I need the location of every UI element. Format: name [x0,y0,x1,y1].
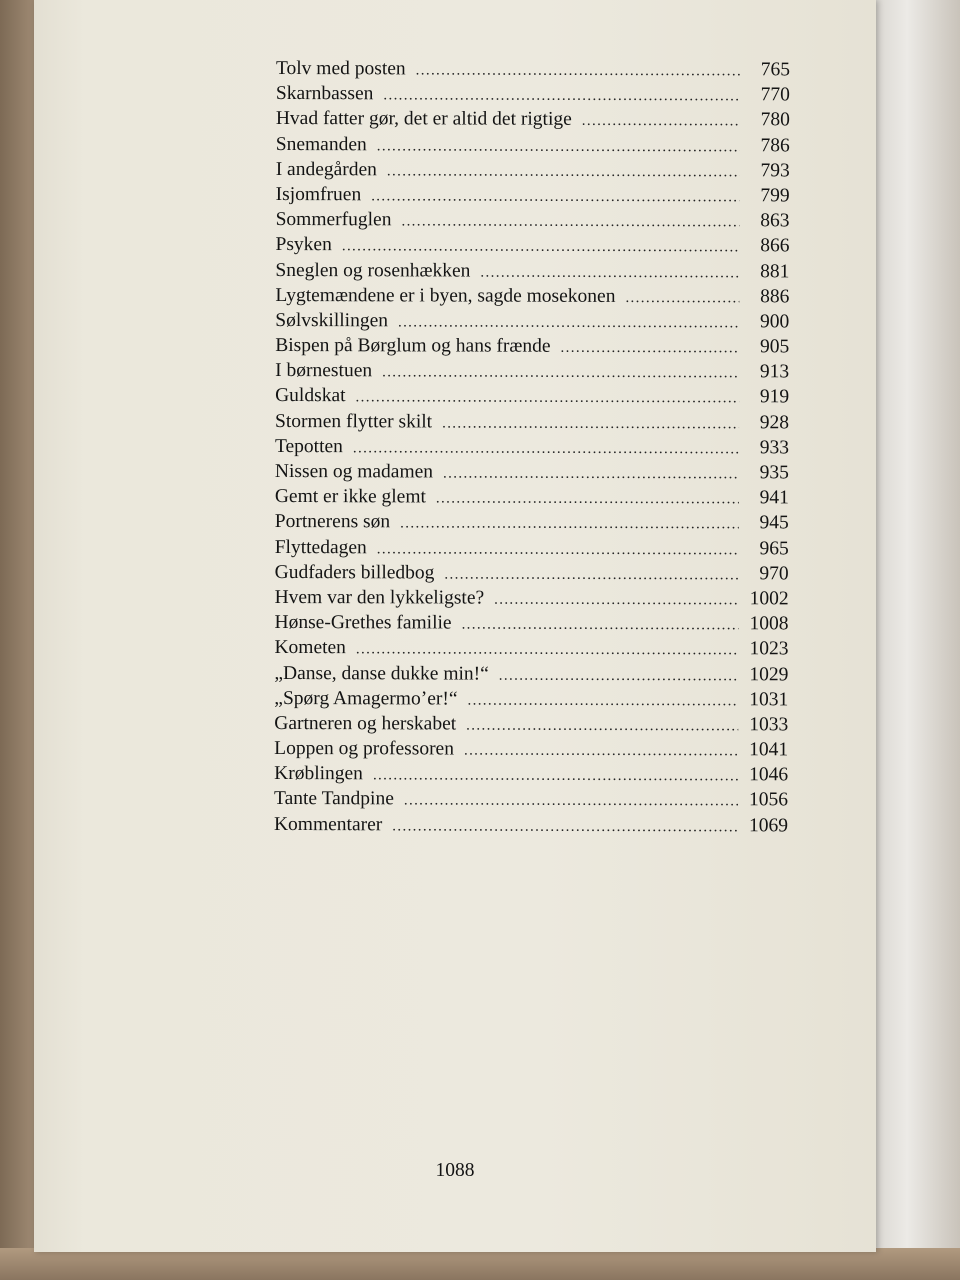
toc-entry-page: 886 [760,285,790,308]
toc-entry-title: Sneglen og rosenhækken [275,259,471,282]
toc-entry-title: Sølvskillingen [275,309,389,332]
toc-entry-title: Stormen flytter skilt [275,410,433,433]
toc-entry-title: Nissen og madamen [274,460,434,483]
toc-entry [275,310,789,337]
toc-entry [275,537,789,564]
toc-entry-title: Krøblingen [274,763,363,785]
toc-entry [275,234,789,261]
toc-entry [275,335,789,362]
dot-leader [561,340,740,357]
toc-entry [275,285,789,312]
book-page [34,0,876,1252]
toc-entry-title: I andegården [275,158,377,181]
toc-entry-title: Kometen [274,637,346,659]
toc-entry-page: 970 [759,563,789,585]
toc-entry-title: „Danse, danse dukke min!“ [274,662,489,685]
dot-leader [499,667,739,685]
toc-entry [275,411,789,438]
dot-leader [382,365,739,383]
toc-entry-title: Bispen på Børglum og hans frænde [275,335,551,357]
dot-leader [436,491,739,509]
toc-entry [275,360,789,387]
toc-entry-page: 765 [760,59,790,81]
toc-entry-title: Tante Tandpine [274,788,394,810]
toc-entry [274,637,788,664]
toc-entry-page: 1046 [749,764,789,786]
toc-entry-page: 1056 [749,789,789,811]
page-number: 1088 [435,1160,475,1181]
toc-entry-title: Isjomfruen [275,183,362,206]
table-of-contents [274,58,790,840]
toc-entry-page: 1033 [749,714,789,736]
dot-leader [442,415,739,433]
toc-entry-page: 780 [760,109,790,131]
dot-leader [462,617,739,635]
toc-entry [274,688,788,715]
toc-entry-page: 799 [760,185,790,207]
toc-entry [274,612,788,639]
toc-entry-title: Hvem var den lykkeligste? [274,586,485,609]
dot-leader [443,465,739,483]
toc-entry [275,461,789,488]
toc-entry-page: 933 [759,437,790,459]
toc-entry [275,436,789,463]
toc-entry-page: 919 [759,386,790,408]
dot-leader [404,793,738,811]
toc-entry-title: Lygtemændene er i byen, sagde mosekonen [275,284,616,307]
dot-leader [353,440,739,458]
dot-leader [494,592,738,610]
toc-entry-title: Skarnbassen [275,83,374,105]
dot-leader [416,62,740,80]
toc-entry-page: 1023 [749,638,789,660]
toc-entry [275,486,789,513]
toc-entry-page: 965 [759,537,789,559]
toc-entry-page: 1041 [749,739,789,761]
dot-leader [625,290,739,307]
toc-entry-page: 863 [760,210,790,232]
toc-entry [274,763,788,790]
toc-entry-title: Flyttedagen [274,536,367,558]
dot-leader [387,163,740,181]
toc-entry-title: Kommentarer [273,813,383,835]
toc-entry [274,788,788,815]
toc-entry-title: Portnerens søn [274,511,391,533]
dot-leader [371,188,739,206]
toc-entry-page: 866 [760,235,790,257]
dot-leader [582,113,740,130]
toc-entry-page: 928 [759,411,790,433]
toc-entry-title: Snemanden [275,133,367,155]
dot-leader [466,717,738,735]
dot-leader [356,642,739,660]
toc-entry-page: 1069 [748,814,789,836]
dot-leader [377,541,739,559]
toc-entry-title: Hvad fatter gør, det er altid det rigtige [275,108,572,131]
toc-entry [274,814,788,841]
toc-entry [274,662,788,689]
toc-entry-page: 786 [760,134,790,156]
dot-leader [398,314,739,332]
toc-entry-page: 905 [759,336,790,358]
toc-entry-title: Loppen og professoren [274,738,455,760]
toc-entry-page: 913 [759,361,790,383]
toc-entry-title: Tepotten [274,435,343,457]
toc-entry [275,562,789,589]
dot-leader [373,768,738,786]
toc-entry [276,134,790,161]
toc-entry-page: 1002 [749,588,789,610]
toc-entry [275,587,789,614]
toc-entry-page: 1008 [749,613,789,635]
toc-entry-title: Gudfaders billedbog [274,561,435,584]
dot-leader [356,390,740,408]
dot-leader [342,238,740,256]
toc-entry [275,385,789,412]
toc-entry-page: 945 [759,512,789,534]
toc-entry-page: 941 [759,487,789,509]
toc-entry-title: Guldskat [275,385,346,407]
toc-entry [276,184,790,211]
toc-entry [275,259,789,286]
dot-leader [383,87,740,105]
toc-entry-page: 881 [760,260,790,282]
toc-entry-title: Gemt er ikke glemt [274,486,426,508]
toc-entry [276,58,790,85]
toc-entry-page: 1031 [749,688,789,711]
toc-entry [276,159,790,186]
dot-leader [464,743,738,761]
dot-leader [401,213,739,231]
background-bottom [0,1248,960,1280]
dot-leader [392,818,738,836]
dot-leader [467,692,738,710]
toc-entry-page: 935 [759,462,789,484]
toc-entry-title: I børnestuen [275,360,373,382]
toc-entry-title: „Spørg Amagermo’er!“ [274,687,458,710]
toc-entry-title: Gartneren og herskabet [274,712,457,735]
toc-entry-title: Tolv med posten [275,58,406,80]
toc-entry-page: 900 [760,311,790,333]
toc-entry [276,83,790,110]
toc-entry-title: Psyken [275,234,332,256]
dot-leader [400,516,739,534]
dot-leader [444,566,738,584]
dot-leader [377,138,740,156]
toc-entry-title: Hønse-Grethes familie [274,612,452,634]
toc-entry-page: 1029 [749,663,789,685]
toc-entry [274,738,788,765]
toc-entry-page: 793 [760,160,790,182]
toc-entry-title: Sommerfuglen [275,209,392,231]
toc-entry [276,108,790,135]
toc-entry [274,713,788,740]
toc-entry [275,511,789,538]
toc-entry-page: 770 [760,84,790,106]
toc-entry [276,209,790,236]
dot-leader [480,264,739,282]
background-right [872,0,960,1280]
